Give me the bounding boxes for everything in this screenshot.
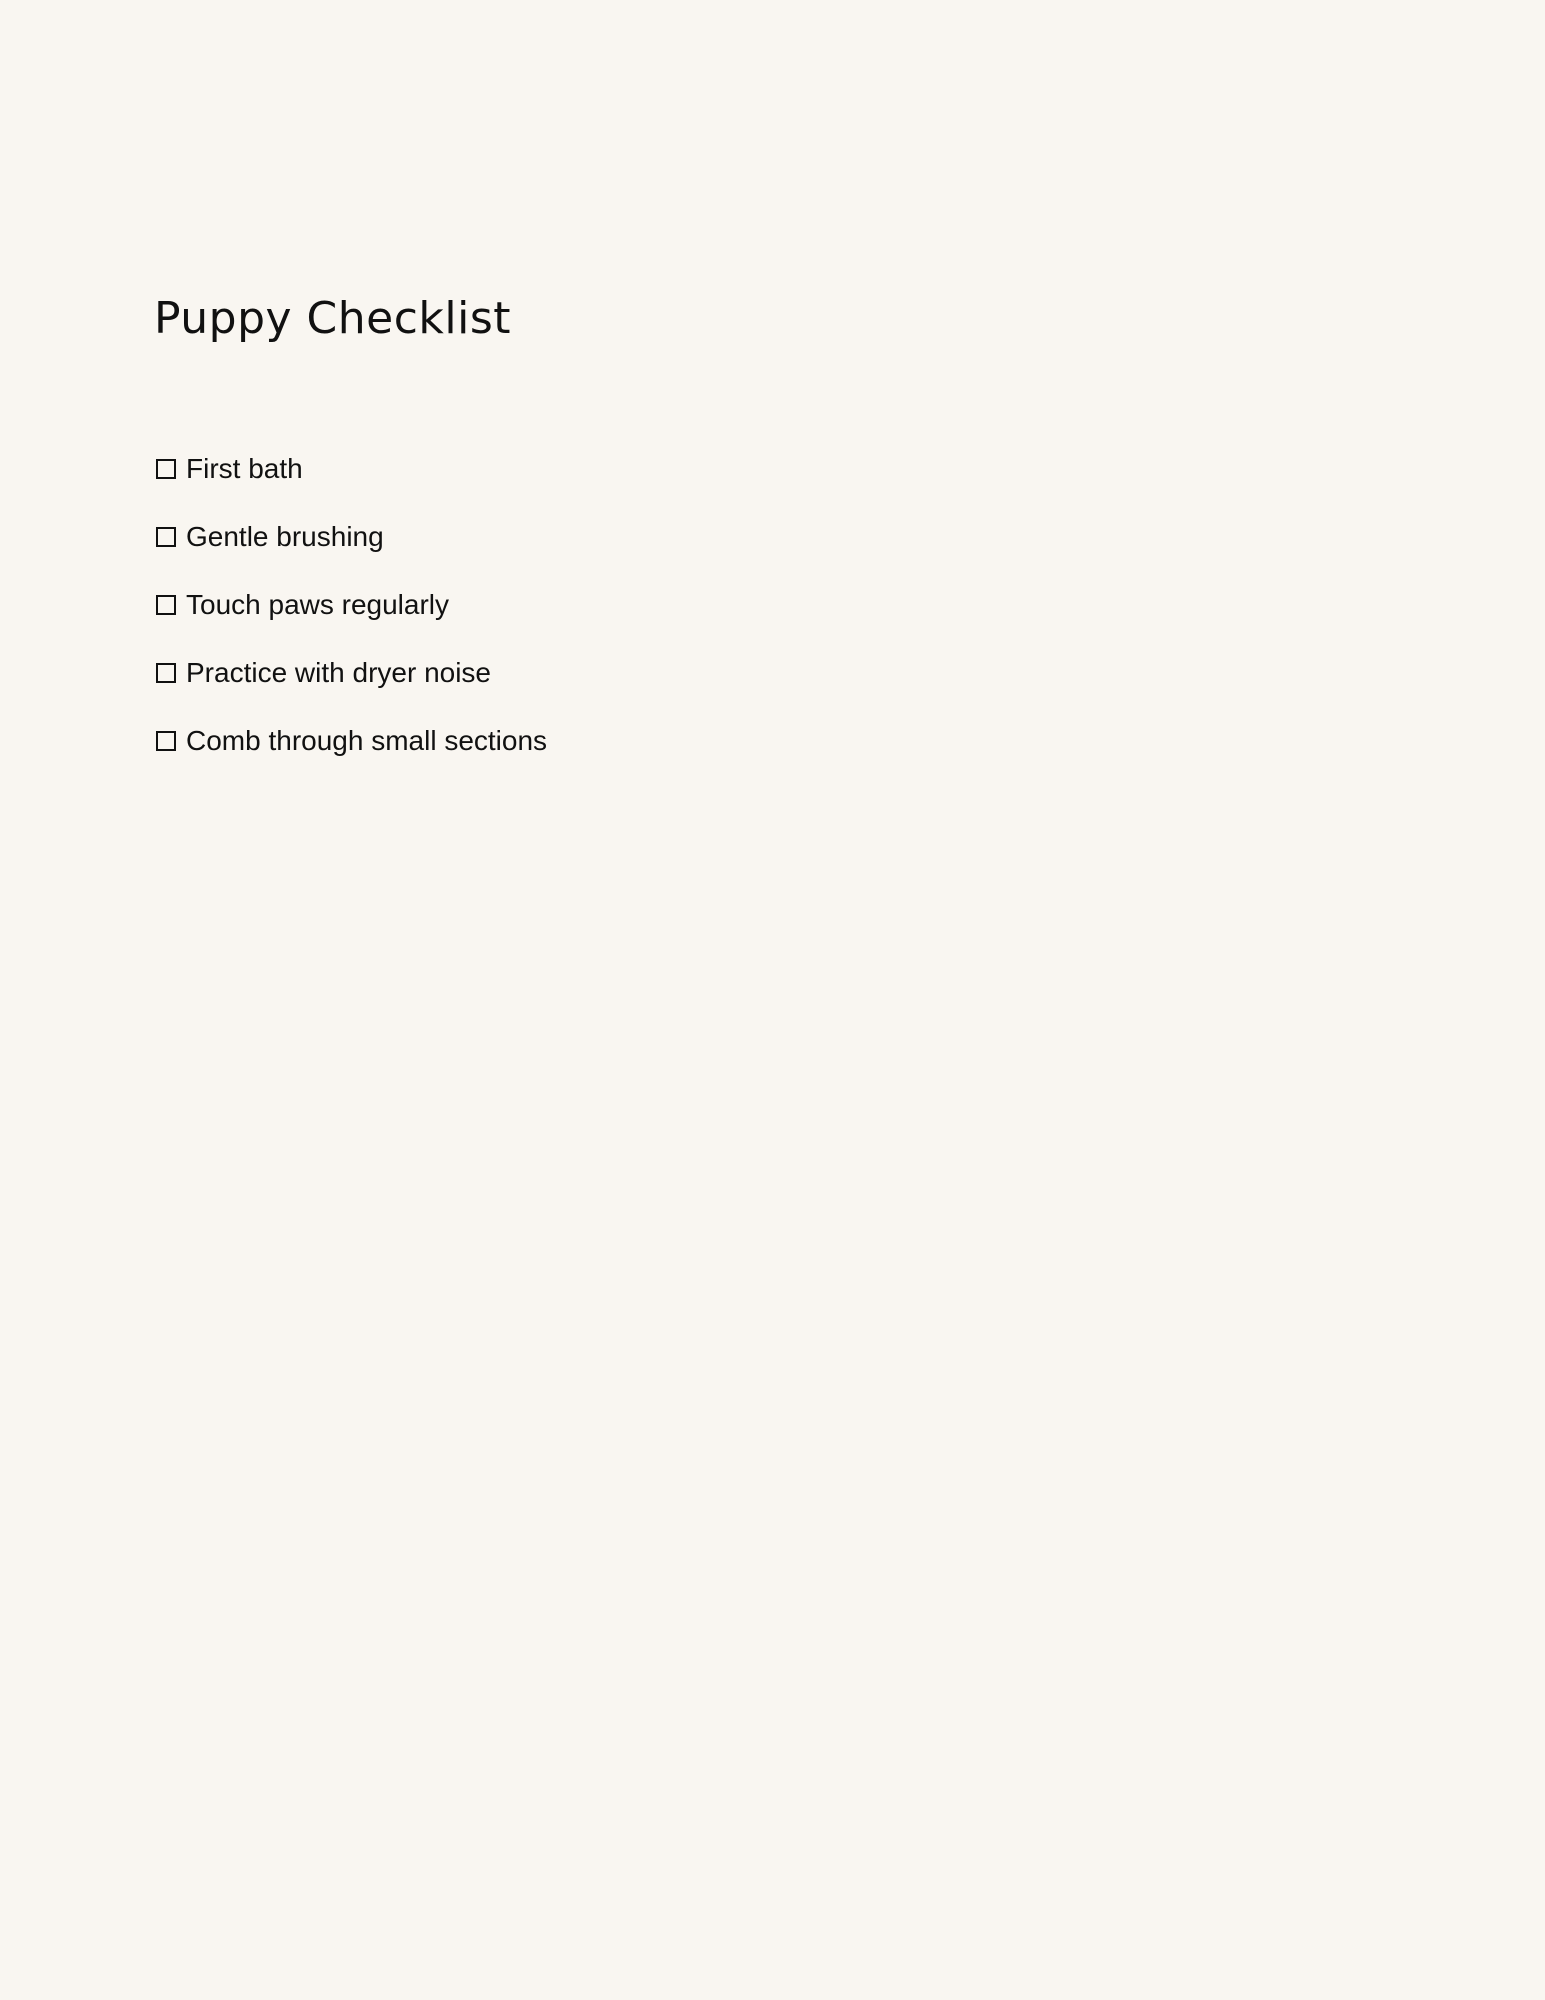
checklist-item[interactable]	[156, 571, 547, 639]
checkbox-icon[interactable]	[156, 459, 176, 479]
checklist-item-label: Touch paws regularly	[186, 589, 450, 620]
checklist-item-label: Practice with dryer noise	[186, 657, 492, 688]
checklist-item-label: Gentle brushing	[186, 521, 384, 552]
checklist-item[interactable]	[156, 639, 547, 707]
checklist-item[interactable]	[156, 707, 547, 775]
checkbox-icon[interactable]	[156, 663, 176, 683]
checklist-item-label: Comb through small sections	[186, 725, 548, 756]
checklist	[156, 435, 547, 775]
page-title: Puppy Checklist	[154, 293, 512, 344]
checkbox-icon[interactable]	[156, 527, 176, 547]
checklist-item[interactable]	[156, 435, 547, 503]
checkbox-icon[interactable]	[156, 595, 176, 615]
checkbox-icon[interactable]	[156, 731, 176, 751]
checklist-item-label: First bath	[186, 453, 303, 484]
checklist-item[interactable]	[156, 503, 547, 571]
